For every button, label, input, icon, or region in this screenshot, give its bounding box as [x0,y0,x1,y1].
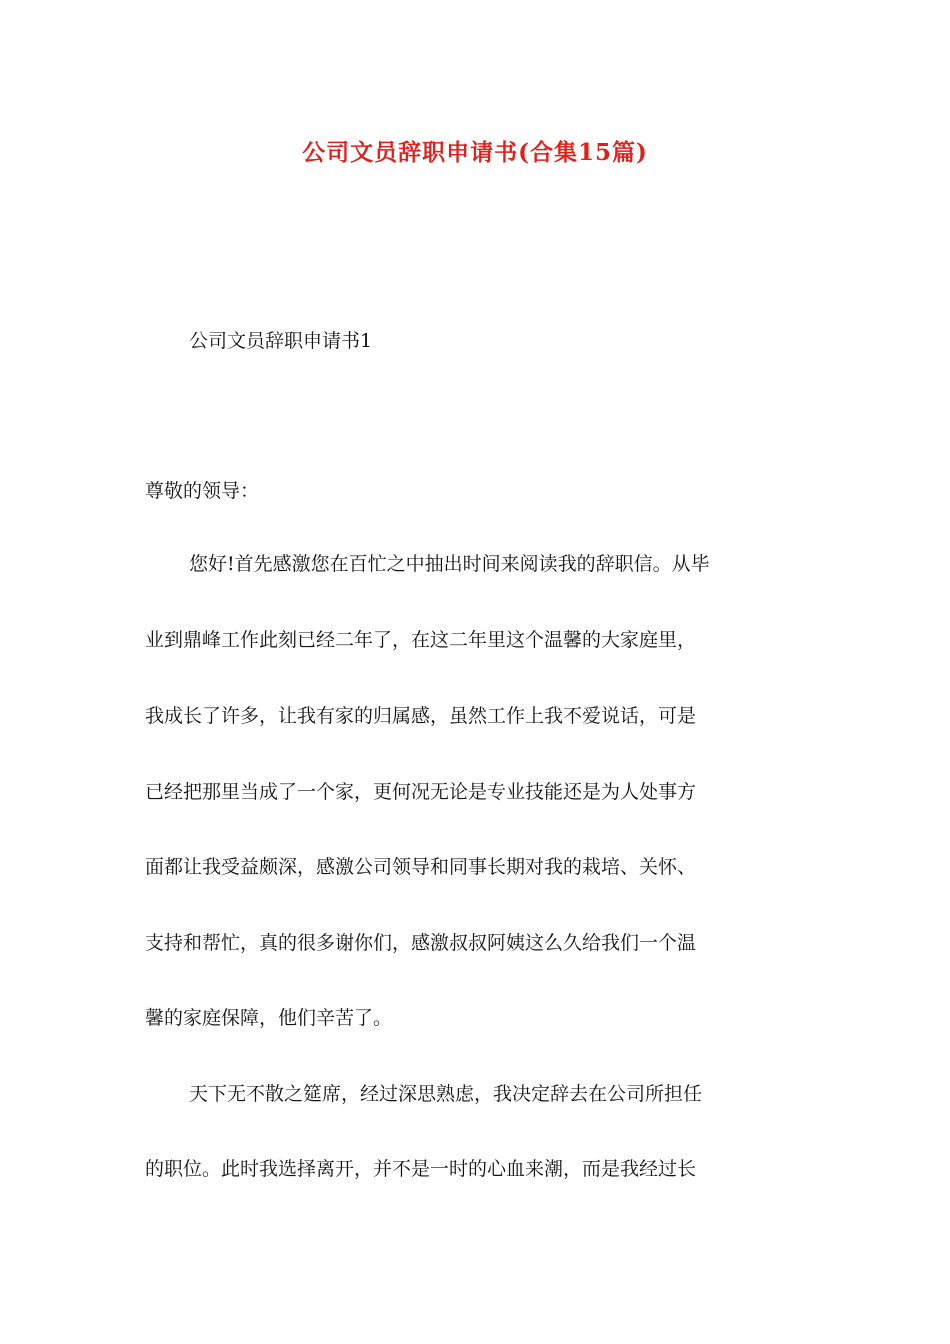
body-line: 馨的家庭保障，他们辛苦了。 [145,1007,393,1029]
salutation: 尊敬的领导： [145,480,260,502]
body-line: 已经把那里当成了一个家，更何况无论是专业技能还是为人处事方 [145,781,697,803]
body-line: 天下无不散之筵席，经过深思熟虑，我决定辞去在公司所担任 [189,1083,703,1105]
body-line: 您好!首先感激您在百忙之中抽出时间来阅读我的辞职信。从毕 [189,553,710,575]
body-line: 支持和帮忙，真的很多谢你们，感激叔叔阿姨这么久给我们一个温 [145,932,697,954]
document-title: 公司文员辞职申请书(合集15篇) [302,139,648,166]
body-line: 业到鼎峰工作此刻已经二年了，在这二年里这个温馨的大家庭里， [145,629,697,651]
body-line: 我成长了许多，让我有家的归属感，虽然工作上我不爱说话，可是 [145,705,697,727]
body-line: 面都让我受益颇深，感激公司领导和同事长期对我的栽培、关怀、 [145,856,697,878]
section-heading: 公司文员辞职申请书1 [189,330,373,352]
body-line: 的职位。此时我选择离开，并不是一时的心血来潮，而是我经过长 [145,1158,697,1180]
